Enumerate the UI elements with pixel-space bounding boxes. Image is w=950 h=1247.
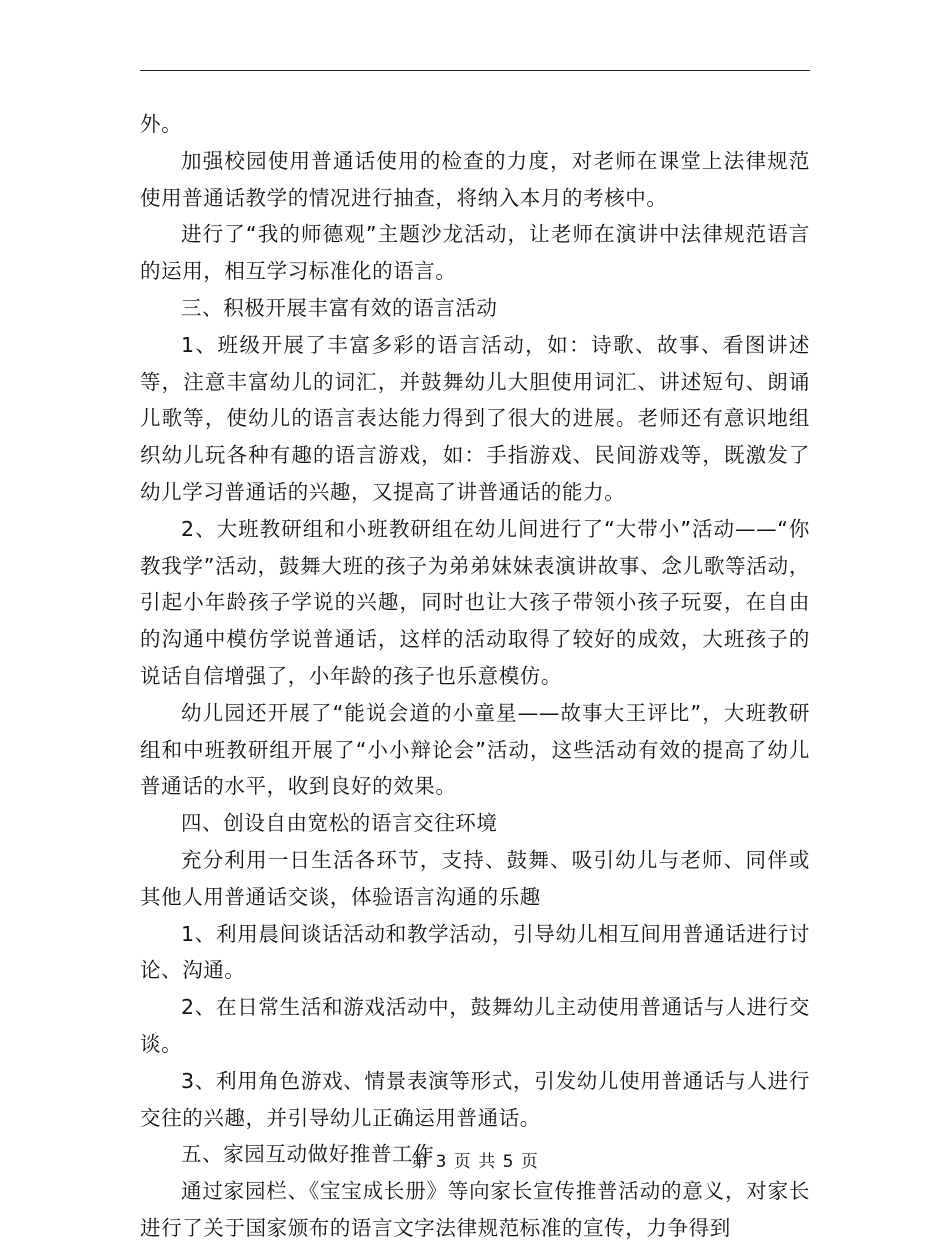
section-heading: 三、积极开展丰富有效的语言活动	[181, 295, 498, 320]
section-heading: 四、创设自由宽松的语言交往环境	[181, 811, 498, 836]
paragraph: 2、在日常生活和游戏活动中，鼓舞幼儿主动使用普通话与人进行交谈。	[140, 995, 810, 1056]
body-text	[140, 106, 810, 1247]
paragraph: 外。	[140, 112, 183, 136]
paragraph: 充分利用一日生活各环节，支持、鼓舞、吸引幼儿与老师、同伴或其他人用普通话交谈，体验语言沟通的乐趣	[140, 847, 810, 909]
section-heading: 五、家园互动做好推普工作	[181, 1142, 435, 1167]
paragraph: 1、利用晨间谈话活动和教学活动，引导幼儿相互间用普通话进行讨论、沟通。	[140, 921, 810, 983]
paragraph: 幼儿园还开展了“能说会道的小童星——故事大王评比”，大班教研组和中班教研组开展了“小小辩论会”活动，这些活动有效的提高了幼儿普通话的水平，收到良好的效果。	[140, 700, 810, 799]
paragraph: 进行了“我的师德观”主题沙龙活动，让老师在演讲中法律规范语言的运用，相互学习标准化的语言。	[140, 222, 810, 284]
page-number-footer: 第 3 页 共 5 页	[411, 1152, 539, 1172]
header-rule	[140, 70, 810, 71]
paragraph: 通过家园栏、《宝宝成长册》等向家长宣传推普活动的意义，对家长进行了关于国家颁布的语言文字法律规范标准的宣传，力争得到	[140, 1179, 810, 1240]
paragraph: 1、班级开展了丰富多彩的语言活动，如：诗歌、故事、看图讲述等，注意丰富幼儿的词汇，并鼓舞幼儿大胆使用词汇、讲述短句、朗诵儿歌等，使幼儿的语言表达能力得到了很大的进展。老师还有意识地组织幼儿玩各种有趣的语言游戏，如：手指游戏、民间游戏等，既激发了幼儿学习普通话的兴趣，又提高了讲普通话的能力。	[140, 332, 810, 504]
paragraph: 3、利用角色游戏、情景表演等形式，引发幼儿使用普通话与人进行交往的兴趣，并引导幼儿正确运用普通话。	[140, 1068, 810, 1130]
paragraph: 加强校园使用普通话使用的检查的力度，对老师在课堂上法律规范使用普通话教学的情况进行抽查，将纳入本月的考核中。	[140, 148, 810, 210]
paragraph: 2、大班教研组和小班教研组在幼儿间进行了“大带小”活动——“你教我学”活动，鼓舞大班的孩子为弟弟妹妹表演讲故事、念儿歌等活动，引起小年龄孩子学说的兴趣，同时也让大孩子带领小孩子玩耍，在自由的沟通中模仿学说普通话，这样的活动取得了较好的成效，大班孩子的说话自信增强了，小年龄的孩子也乐意模仿。	[140, 516, 810, 688]
